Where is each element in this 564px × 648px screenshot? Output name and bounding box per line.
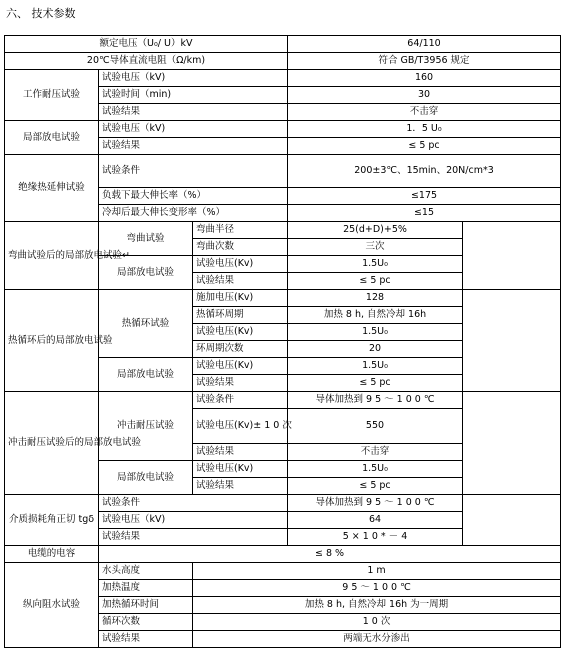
table-row (5, 222, 561, 239)
pd-group: 局部放电试验 (5, 121, 99, 155)
impulse-pd-voltage-label: 试验电压(Kv) (193, 461, 288, 478)
table-row (5, 290, 561, 307)
impulse-conditions-label: 试验条件 (193, 392, 288, 409)
withstand-voltage-value: 160 (288, 70, 561, 87)
tan-delta-group: 介质损耗角正切 tgδ (5, 495, 99, 546)
hot-set-conditions-value: 200±3℃、15min、20N/cm*3 (288, 155, 561, 188)
water-head-value: 1 m (193, 563, 561, 580)
withstand-group: 工作耐压试验 (5, 70, 99, 121)
heat-cycle-pd-label: 局部放电试验 (99, 358, 193, 392)
tan-delta-conditions-label: 试验条件 (99, 495, 288, 512)
water-group: 纵向阻水试验 (5, 563, 99, 648)
withstand-result-label: 试验结果 (99, 104, 288, 121)
water-heat-time-label: 加热循环时间 (99, 597, 193, 614)
impulse-voltage-label: 试验电压(Kv)± 1 0 次 (193, 409, 288, 444)
table-row (5, 563, 561, 580)
water-head-label: 水头高度 (99, 563, 193, 580)
heat-cycle-cycles-value: 20 (288, 341, 463, 358)
withstand-voltage-label: 试验电压（kV) (99, 70, 288, 87)
water-result-value: 两端无水分渗出 (193, 631, 561, 648)
bending-test-label: 弯曲试验 (99, 222, 193, 256)
table-row (5, 70, 561, 87)
impulse-pd-label: 局部放电试验 (99, 461, 193, 495)
section-title: 六、 技术参数 (6, 7, 76, 20)
dc-resistance-label: 20℃导体直流电阻（Ω/km) (5, 53, 288, 70)
water-cycles-value: 1 0 次 (193, 614, 561, 631)
heat-cycle-voltage-value: 1.5U₀ (288, 324, 463, 341)
table-row (5, 121, 561, 138)
bending-pd-result-value: ≤ 5 pc (288, 273, 463, 290)
bending-pd-label: 局部放电试验 (99, 256, 193, 290)
water-temp-label: 加热温度 (99, 580, 193, 597)
capacitance-value: ≤ 8 % (99, 546, 561, 563)
impulse-voltage-value: 550 (288, 409, 463, 444)
heat-cycle-pd-voltage-value: 1.5U₀ (288, 358, 463, 375)
heat-cycle-pd-result-value: ≤ 5 pc (288, 375, 463, 392)
heat-cycle-cycles-label: 环周期次数 (193, 341, 288, 358)
heat-cycle-voltage-label: 试验电压(Kv) (193, 324, 288, 341)
heat-cycle-group: 热循环后的局部放电试验 (5, 290, 99, 392)
heat-cycle-test-label: 热循环试验 (99, 290, 193, 358)
rated-voltage-value: 64/110 (288, 36, 561, 53)
heat-cycle-period-label: 热循环周期 (193, 307, 288, 324)
bending-count-value: 三次 (288, 239, 463, 256)
tan-delta-voltage-label: 试验电压（kV) (99, 512, 288, 529)
water-result-label: 试验结果 (99, 631, 193, 648)
bending-pd-voltage-value: 1.5U₀ (288, 256, 463, 273)
withstand-time-value: 30 (288, 87, 561, 104)
pd-result-value: ≤ 5 pc (288, 138, 561, 155)
heat-cycle-pd-voltage-label: 试验电压(Kv) (193, 358, 288, 375)
table-row (5, 36, 561, 53)
impulse-group: 冲击耐压试验后的局部放电试验 (5, 392, 99, 495)
heat-cycle-current-label: 施加电压(Kv) (193, 290, 288, 307)
hot-set-elong-value: ≤175 (288, 188, 561, 205)
impulse-result-value: 不击穿 (288, 444, 463, 461)
water-temp-value: 9 5 ～ 1 0 0 ℃ (193, 580, 561, 597)
tan-delta-voltage-value: 64 (288, 512, 463, 529)
water-cycles-label: 循环次数 (99, 614, 193, 631)
table-row (5, 53, 561, 70)
impulse-pd-voltage-value: 1.5U₀ (288, 461, 463, 478)
hot-set-elong-label: 负载下最大伸长率（%） (99, 188, 288, 205)
tan-delta-result-label: 试验结果 (99, 529, 288, 546)
blank-cell (463, 222, 561, 290)
blank-cell (463, 392, 561, 495)
blank-cell (463, 495, 561, 546)
rated-voltage-label: 额定电压（U₀/ U）kV (5, 36, 288, 53)
dc-resistance-value: 符合 GB/T3956 规定 (288, 53, 561, 70)
pd-voltage-value: 1．5 U₀ (288, 121, 561, 138)
bending-pd-result-label: 试验结果 (193, 273, 288, 290)
heat-cycle-period-value: 加热 8 h, 自然冷却 16h (288, 307, 463, 324)
heat-cycle-current-value: 128 (288, 290, 463, 307)
heat-cycle-pd-result-label: 试验结果 (193, 375, 288, 392)
tan-delta-conditions-value: 导体加热到 9 5 ～ 1 0 0 ℃ (288, 495, 463, 512)
table-row (5, 155, 561, 188)
hot-set-group: 绝缘热延伸试验 (5, 155, 99, 222)
bending-radius-value: 25(d+D)+5% (288, 222, 463, 239)
hot-set-perm-value: ≤15 (288, 205, 561, 222)
withstand-time-label: 试验时间（min) (99, 87, 288, 104)
impulse-pd-result-label: 试验结果 (193, 478, 288, 495)
bending-group: 弯曲试验后的局部放电试验↵ (5, 222, 99, 290)
bending-pd-voltage-label: 试验电压(Kv) (193, 256, 288, 273)
spec-table (4, 35, 561, 648)
bending-radius-label: 弯曲半径 (193, 222, 288, 239)
pd-result-label: 试验结果 (99, 138, 288, 155)
table-row (5, 495, 561, 512)
capacitance-label: 电缆的电容 (5, 546, 99, 563)
impulse-test-label: 冲击耐压试验 (99, 392, 193, 461)
impulse-conditions-value: 导体加热到 9 5 ～ 1 0 0 ℃ (288, 392, 463, 409)
table-row (5, 392, 561, 409)
withstand-result-value: 不击穿 (288, 104, 561, 121)
water-heat-time-value: 加热 8 h, 自然冷却 16h 为一周期 (193, 597, 561, 614)
tan-delta-result-value: 5 × 1 0 * － 4 (288, 529, 463, 546)
table-row (5, 546, 561, 563)
hot-set-conditions-label: 试验条件 (99, 155, 288, 188)
hot-set-perm-label: 冷却后最大伸长变形率（%） (99, 205, 288, 222)
blank-cell (463, 290, 561, 392)
bending-count-label: 弯曲次数 (193, 239, 288, 256)
pd-voltage-label: 试验电压（kV) (99, 121, 288, 138)
impulse-pd-result-value: ≤ 5 pc (288, 478, 463, 495)
impulse-result-label: 试验结果 (193, 444, 288, 461)
